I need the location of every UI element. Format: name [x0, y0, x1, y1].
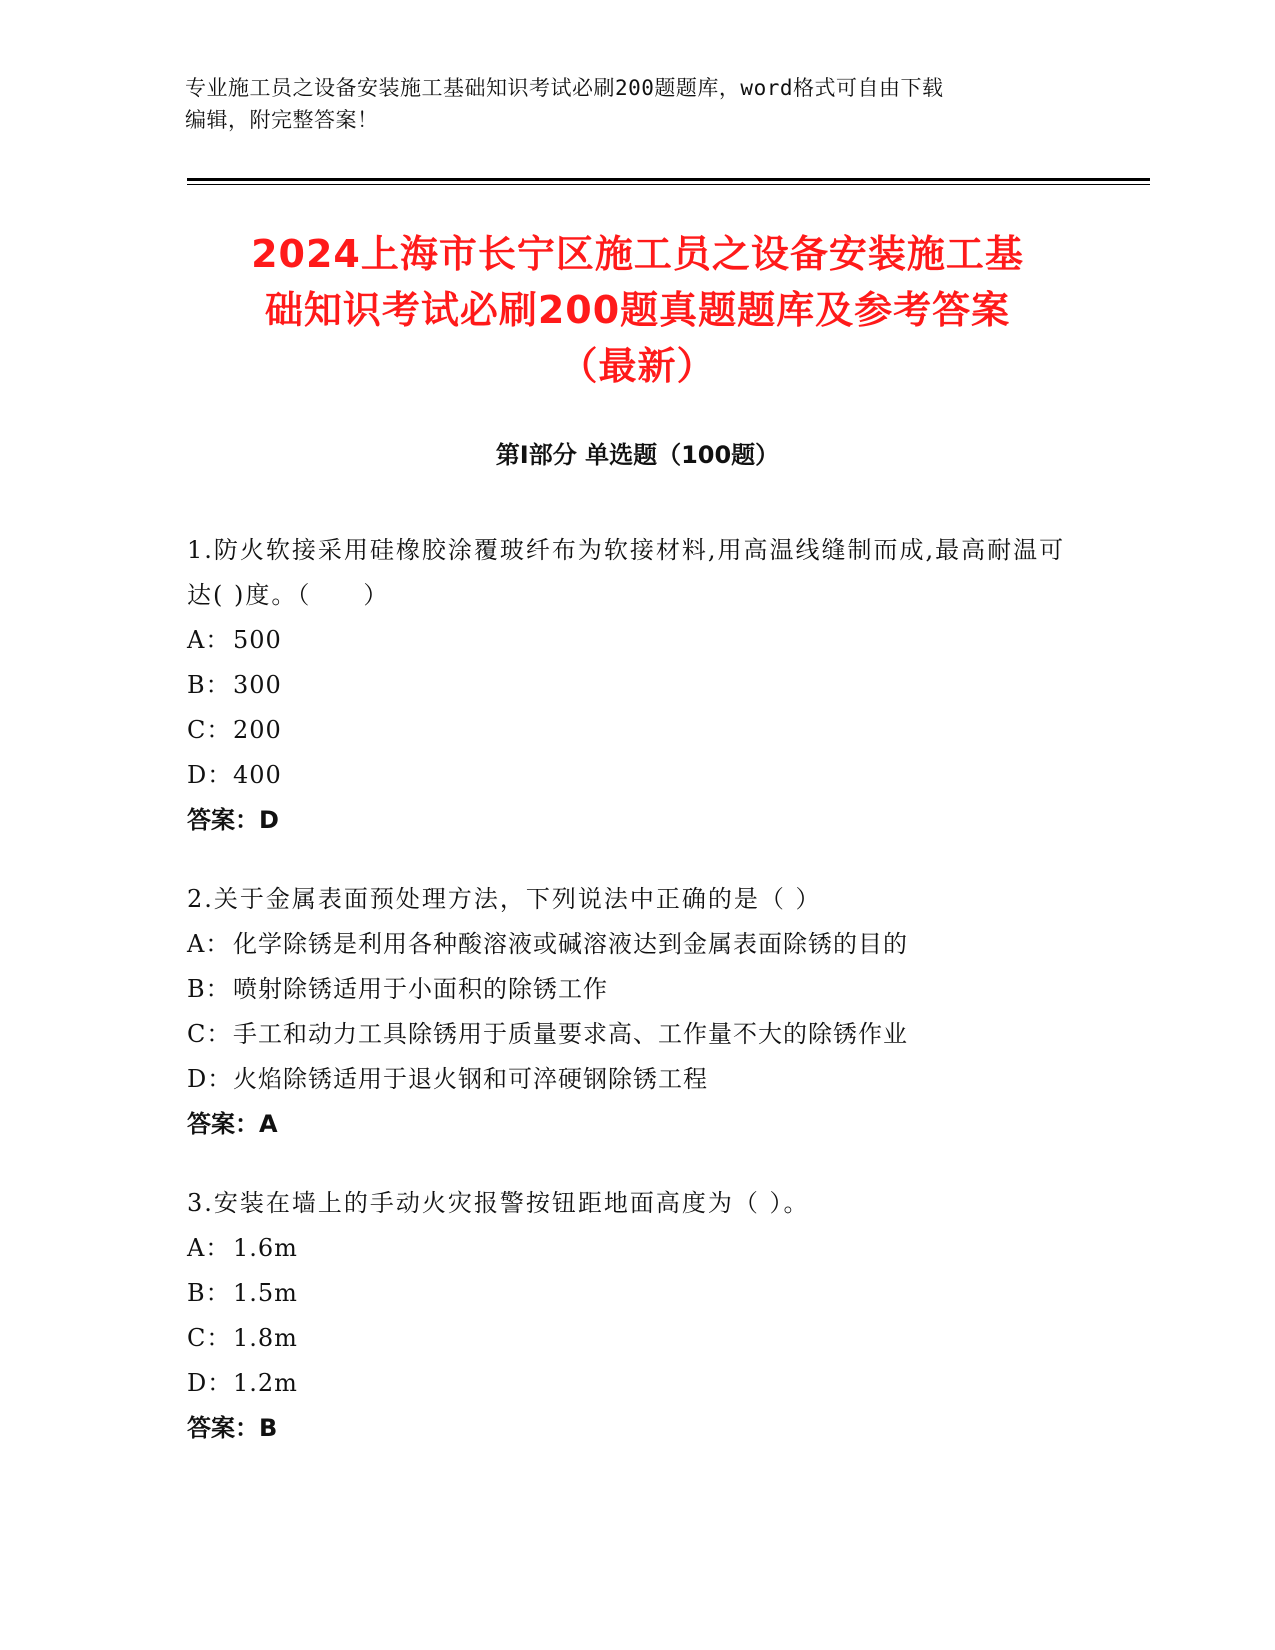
option-text: 手工和动力工具除锈用于质量要求高、工作量不大的除锈作业 — [233, 1020, 908, 1048]
option-letter: B： — [187, 671, 231, 699]
question-stem: 2.关于金属表面预处理方法，下列说法中正确的是（ ） — [187, 885, 822, 913]
document-title — [160, 226, 1115, 394]
question-option — [187, 663, 1067, 708]
option-letter: C： — [187, 1020, 232, 1048]
option-letter: D： — [187, 1369, 233, 1397]
question-answer: 答案：B — [187, 1414, 278, 1442]
header-divider-thin — [187, 184, 1150, 185]
option-letter: D： — [187, 761, 233, 789]
header-note-line-1: 专业施工员之设备安装施工基础知识考试必刷200题题库，word格式可自由下载 — [185, 76, 944, 100]
option-letter: B： — [187, 1279, 231, 1307]
option-letter: C： — [187, 1324, 232, 1352]
question-item — [187, 877, 1067, 1147]
option-letter: A： — [187, 930, 231, 958]
header-note-line-2: 编辑，附完整答案！ — [185, 108, 379, 132]
question-option — [187, 753, 1067, 798]
section-heading: 第Ⅰ部分 单选题（100题） — [495, 441, 780, 469]
question-list — [187, 528, 1067, 1485]
option-letter: D： — [187, 1065, 233, 1093]
question-option — [187, 1271, 1067, 1316]
document-title-line-3: （最新） — [559, 344, 716, 388]
question-option — [187, 922, 1067, 967]
question-option — [187, 1012, 1067, 1057]
option-text: 1.2m — [233, 1369, 298, 1397]
question-stem: 1.防火软接采用硅橡胶涂覆玻纤布为软接材料,用高温线缝制而成,最高耐温可达( )度。（ ） — [187, 536, 1066, 609]
question-item — [187, 1181, 1067, 1451]
question-option — [187, 1057, 1067, 1102]
question-item — [187, 528, 1067, 843]
question-option — [187, 967, 1067, 1012]
question-answer: 答案：D — [187, 806, 279, 834]
question-stem: 3.安装在墙上的手动火灾报警按钮距地面高度为（ ）。 — [187, 1189, 810, 1217]
option-text: 400 — [233, 761, 282, 789]
question-answer: 答案：A — [187, 1110, 278, 1138]
question-option — [187, 1226, 1067, 1271]
header-note — [185, 72, 1085, 136]
option-letter: A： — [187, 1234, 231, 1262]
question-option — [187, 1361, 1067, 1406]
question-option — [187, 1316, 1067, 1361]
option-text: 300 — [233, 671, 282, 699]
option-text: 1.5m — [233, 1279, 298, 1307]
option-text: 500 — [233, 626, 282, 654]
option-letter: C： — [187, 716, 232, 744]
document-title-line-1: 2024上海市长宁区施工员之设备安装施工基 — [251, 232, 1024, 276]
option-text: 200 — [233, 716, 282, 744]
option-text: 火焰除锈适用于退火钢和可淬硬钢除锈工程 — [233, 1065, 708, 1093]
option-text: 1.6m — [233, 1234, 298, 1262]
document-title-line-2: 础知识考试必刷200题真题题库及参考答案 — [264, 288, 1011, 332]
question-option — [187, 708, 1067, 753]
option-text: 喷射除锈适用于小面积的除锈工作 — [233, 975, 608, 1003]
option-text: 1.8m — [233, 1324, 298, 1352]
option-letter: A： — [187, 626, 231, 654]
header-divider-thick — [187, 178, 1150, 181]
question-option — [187, 618, 1067, 663]
option-text: 化学除锈是利用各种酸溶液或碱溶液达到金属表面除锈的目的 — [233, 930, 908, 958]
option-letter: B： — [187, 975, 231, 1003]
